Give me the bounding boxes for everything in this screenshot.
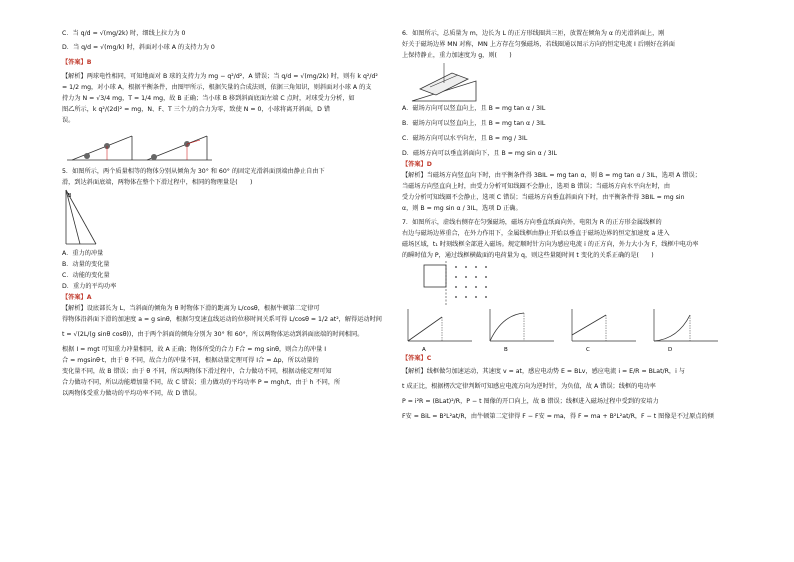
q6-option-d: D．磁场方向可以垂直斜面向下，且 B = mg sin α / 3IL: [402, 150, 557, 157]
q4-figure: [62, 126, 222, 166]
q4-option-c: C．当 q/d = √(mg/2k) 时，细线上拉力为 0: [62, 30, 186, 37]
graph-a-label: A: [422, 347, 426, 353]
q5-explanation-line: 合 = mgsinθ·t，由于 θ 不同，故合力的冲量不同，根据动量定理可得 I合 = Δp，所以动量的: [62, 357, 319, 364]
graph-d: [654, 309, 718, 353]
left-column: [62, 28, 407, 399]
q4-explanation-line: 图乙所示，k q²/(2d)² = mg，N、F、T 三个力的合力为零，致使 N = 0，小球将离开斜面，D 错: [62, 106, 331, 113]
q7-graphs: [402, 305, 732, 353]
graph-b-label: B: [504, 347, 508, 353]
q6-option-c: C．磁场方向可以水平向左，且 B = mg / 3IL: [402, 135, 528, 142]
q6-stem: 上保持静止，重力加速度为 g，则( ): [402, 52, 512, 59]
q5-option-d: D．重力的平均功率: [62, 283, 117, 290]
q5-explanation-line: 合力做功不同，所以动能增加量不同，故 C 错误；重力做功的平均功率 P = mgh/t，由于 h 不同，所: [62, 379, 341, 386]
graph-c-label: C: [586, 347, 590, 353]
q7-explanation-line: F安 = BiL = B²L²at/R，由牛顿第二定律得 F − F安 = ma，得 F = ma + B²L²at/R，F − t 图像是不过原点的倾: [402, 413, 714, 420]
q5-option-b: B．动量的变化量: [62, 261, 110, 268]
q6-option-a: A．磁场方向可以竖直向上，且 B = mg tan α / 3IL: [402, 105, 546, 112]
q5-stem: 滑，到达斜面底端，两物体在整个下滑过程中，相同的物理量是( ): [62, 179, 253, 186]
q7-stem: 右边与磁场边界重合，在外力作用下，金属线框由静止开始以垂直于磁场边界的恒定加速度 a 进入: [402, 230, 670, 237]
q7-explanation-line: 【解析】线框做匀加速运动，其速度 v = at，感应电动势 E = BLv，感应电流 i = E/R = BLat/R，i 与: [402, 368, 685, 375]
q5-option-c: C．动能的变化量: [62, 272, 110, 279]
q6-option-b: B．磁场方向可以竖直向上，且 B = mg tan α / 3IL: [402, 120, 546, 127]
q5-figure-label: B: [68, 193, 72, 199]
q6-explanation-line: 受力分析可知线圈不会静止，选项 C 错误；当磁场方向垂直斜面向下时，由平衡条件得 3BIL = mg sin: [402, 194, 685, 201]
q5-answer: 【答案】A: [62, 294, 92, 301]
q6-stem: 6．如图所示，总质量为 m，边长为 L 的正方形线圈共三匝，放置在倾角为 α 的光滑斜面上，刚: [402, 30, 665, 37]
q6-answer: 【答案】D: [402, 161, 432, 168]
graph-a: [408, 309, 472, 353]
q4-option-d: D．当 q/d = √(mg/k) 时，斜面对小球 A 的支持力为 0: [62, 44, 215, 51]
q5-stem: 5．如图所示，两个质量相等的物体分别从倾角为 30° 和 60° 的固定光滑斜面顶端由静止自由下: [62, 168, 325, 175]
q6-explanation-line: 当磁场方向竖直向上时，由受力分析可知线圈不会静止，选项 B 错误；当磁场方向水平向左时，由: [402, 183, 671, 190]
q6-explanation-line: 【解析】当磁场方向竖直向下时，由平衡条件得 3BIL = mg tan α，则 B = mg tan α / 3IL，选项 A 错误；: [402, 172, 701, 179]
graph-b: [490, 309, 554, 353]
graph-c: [572, 309, 636, 353]
q4-explanation-line: = 1/2 mg，对小球 A，根据平衡条件，由图甲所示，根据矢量的合成法则，依据三角知识，则斜面对小球 A 的支: [62, 84, 372, 91]
q7-field-figure: [422, 261, 512, 305]
q5-explanation-line: 得物体沿斜面下滑的加速度 a = g sinθ，根据匀变速直线运动的位移时间关系可得 L/cosθ = 1/2 at²，解得运动时间: [62, 316, 382, 323]
q5-explanation-line: 变化量不同，故 B 错误；由于 θ 不同，所以两物体下滑过程中，合力做功不同，根据动能定理可知: [62, 368, 332, 375]
q7-explanation-line: P = i²R = (BLat)²/R，P − t 图像的开口向上，故 B 错误；线框进入磁场过程中受到的安培力: [402, 398, 659, 405]
q5-explanation-line: 根据 I = mgt 可知重力冲量相同，故 A 正确；物体所受的合力 F合 = mg sinθ，则合力的冲量 I: [62, 346, 327, 353]
q5-explanation-line: 【解析】设底部长为 L，当斜面的倾角为 θ 时物体下滑的距离为 L/cosθ，根据牛顿第二定律可: [62, 305, 320, 312]
q5-figure: [62, 188, 102, 248]
q6-figure: [410, 61, 480, 103]
q7-stem: 的瞬时值为 P，通过线框横截面的电荷量为 q，则这些量随时间 t 变化的关系正确的是( ): [402, 252, 654, 259]
q4-explanation-line: 【解析】两球电性相同，可知地面对 B 球的支持力为 mg − q²/d²，A 错误；当 q/d = √(mg/2k) 时，则有 k q²/d²: [62, 73, 378, 80]
right-column: [402, 28, 747, 422]
q4-explanation-line: 误。: [62, 117, 75, 124]
q7-explanation-line: t 成正比，根据楞次定律判断可知感应电流方向为逆时针，为负值，故 A 错误；线框的电功率: [402, 383, 656, 390]
q5-explanation-line: 以两物体受重力做功的平均功率不同，故 D 错误。: [62, 390, 201, 397]
q7-stem: 磁场区域，t₁ 时刻线框全部进入磁场。规定顺时针方向为感应电流 i 的正方向，外力大小为 F，线框中电功率: [402, 241, 699, 248]
q7-stem: 7．如图所示，虚线右侧存在匀强磁场，磁场方向垂直纸面向外，电阻为 R 的正方形金属线框的: [402, 219, 662, 226]
q6-explanation-line: α，则 B = mg sin α / 3IL，选项 D 正确。: [402, 205, 522, 212]
q5-explanation-line: t = √(2L/(g sinθ cosθ))，由于两个斜面的倾角分别为 30° 和 60°，所以两物体运动到斜面底端的时间相同。: [62, 331, 364, 338]
q5-option-a: A．重力的冲量: [62, 250, 104, 257]
q4-explanation-line: 持力为 N = √3/4 mg，T = 1/4 mg，故 B 正确；当小球 B 移到斜面底面左端 C 点时，对球受力分析，如: [62, 95, 355, 102]
q4-answer: 【答案】B: [62, 59, 92, 66]
q6-stem: 好关于磁场边界 MN 对称，MN 上方存在匀强磁场，若线圈通以图示方向的恒定电流 I 后刚好在斜面: [402, 41, 675, 48]
q7-answer: 【答案】C: [402, 355, 432, 362]
graph-d-label: D: [668, 347, 673, 353]
